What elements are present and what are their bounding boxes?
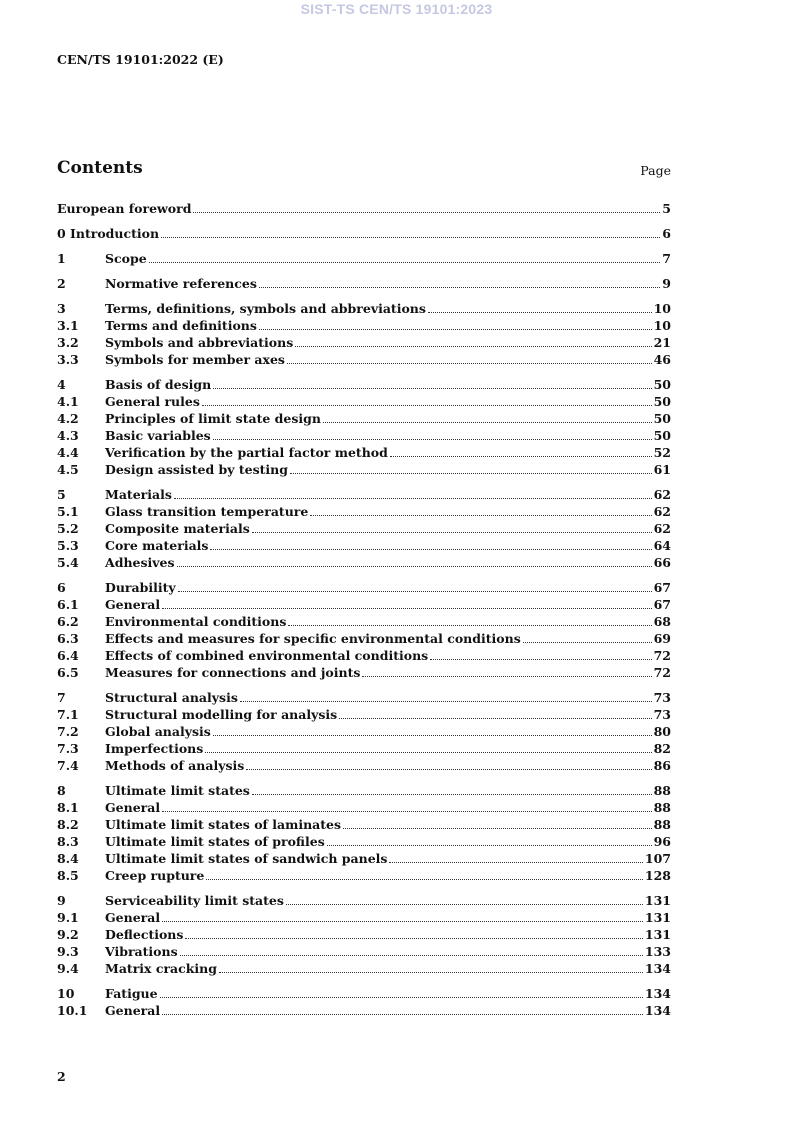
toc-entry-page: 73	[653, 707, 671, 722]
toc-dot-leader	[160, 997, 643, 998]
toc-entry[interactable]	[57, 690, 671, 707]
toc-entry-title: Terms and definitions	[105, 318, 257, 333]
toc-entry-number: 9.1	[57, 910, 79, 925]
toc-entry-number: 7.3	[57, 741, 79, 756]
toc-entry-number: 5	[57, 487, 66, 502]
toc-dot-leader	[162, 1014, 643, 1015]
toc-entry-page: 133	[644, 944, 671, 959]
toc-dot-leader	[390, 456, 652, 457]
toc-entry-page: 107	[644, 851, 671, 866]
page-number: 2	[57, 1069, 66, 1084]
toc-entry-title: Methods of analysis	[105, 758, 245, 773]
toc-entry-number: 4	[57, 377, 66, 392]
toc-entry-page: 134	[644, 986, 671, 1001]
toc-entry-number: 4.4	[57, 445, 79, 460]
toc-group	[57, 690, 671, 775]
toc-entry-page: 80	[653, 724, 671, 739]
table-of-contents	[57, 201, 671, 1028]
toc-dot-leader	[362, 676, 651, 677]
toc-entry-title: Terms, definitions, symbols and abbreviations	[105, 301, 426, 316]
toc-group	[57, 377, 671, 479]
toc-entry[interactable]	[57, 335, 671, 352]
toc-entry-title: General	[105, 910, 161, 925]
toc-entry-page: 134	[644, 961, 671, 976]
toc-entry[interactable]	[57, 724, 671, 741]
toc-entry[interactable]	[57, 893, 671, 910]
toc-group	[57, 487, 671, 572]
toc-dot-leader	[193, 212, 660, 213]
toc-entry-number: 5.4	[57, 555, 79, 570]
toc-dot-leader	[323, 422, 652, 423]
toc-entry-title: General	[105, 1003, 161, 1018]
toc-entry-title: 0 Introduction	[57, 226, 160, 241]
toc-entry-number: 9.4	[57, 961, 79, 976]
toc-dot-leader	[252, 532, 652, 533]
toc-entry[interactable]	[57, 986, 671, 1003]
toc-entry[interactable]	[57, 800, 671, 817]
toc-entry[interactable]	[57, 648, 671, 665]
toc-entry-number: 3	[57, 301, 66, 316]
toc-group	[57, 276, 671, 293]
toc-group	[57, 783, 671, 885]
toc-entry-number: 5.3	[57, 538, 79, 553]
toc-dot-leader	[290, 473, 652, 474]
toc-entry-number: 3.1	[57, 318, 79, 333]
toc-entry[interactable]	[57, 580, 671, 597]
toc-entry-title: Ultimate limit states of profiles	[105, 834, 325, 849]
toc-entry-number: 6.5	[57, 665, 79, 680]
toc-dot-leader	[161, 237, 660, 238]
toc-entry-page: 10	[653, 318, 671, 333]
toc-entry-number: 4.5	[57, 462, 79, 477]
toc-entry-page: 82	[653, 741, 671, 756]
toc-entry-page: 88	[653, 800, 671, 815]
toc-entry-page: 88	[653, 783, 671, 798]
toc-entry[interactable]	[57, 487, 671, 504]
toc-dot-leader	[185, 938, 642, 939]
toc-group	[57, 201, 671, 218]
toc-entry-title: Serviceability limit states	[105, 893, 284, 908]
toc-entry-number: 2	[57, 276, 66, 291]
toc-entry-page: 62	[653, 504, 671, 519]
toc-dot-leader	[162, 608, 651, 609]
toc-entry-page: 86	[653, 758, 671, 773]
toc-entry-title: Imperfections	[105, 741, 204, 756]
toc-entry-number: 10	[57, 986, 75, 1001]
toc-entry-title: Environmental conditions	[105, 614, 287, 629]
toc-entry[interactable]	[57, 462, 671, 479]
toc-entry-page: 9	[662, 276, 671, 291]
toc-dot-leader	[219, 972, 643, 973]
page-column-label: Page	[640, 163, 671, 178]
toc-entry-title: Ultimate limit states of laminates	[105, 817, 342, 832]
toc-dot-leader	[286, 904, 643, 905]
toc-entry[interactable]	[57, 201, 671, 218]
toc-dot-leader	[149, 262, 661, 263]
toc-entry-page: 21	[653, 335, 671, 350]
toc-entry-title: Effects of combined environmental conditions	[105, 648, 429, 663]
toc-entry[interactable]	[57, 851, 671, 868]
toc-entry-title: Verification by the partial factor method	[105, 445, 388, 460]
toc-entry-number: 9	[57, 893, 66, 908]
toc-entry-page: 52	[653, 445, 671, 460]
toc-entry[interactable]	[57, 783, 671, 800]
toc-entry-page: 69	[653, 631, 671, 646]
toc-entry-number: 3.2	[57, 335, 79, 350]
toc-entry-number: 8.4	[57, 851, 79, 866]
toc-dot-leader	[327, 845, 652, 846]
toc-entry-number: 6.1	[57, 597, 79, 612]
toc-entry-page: 50	[653, 394, 671, 409]
toc-dot-leader	[287, 363, 652, 364]
toc-entry-page: 62	[653, 487, 671, 502]
toc-entry[interactable]	[57, 614, 671, 631]
toc-entry-number: 9.3	[57, 944, 79, 959]
toc-entry[interactable]	[57, 251, 671, 268]
toc-entry[interactable]	[57, 555, 671, 572]
toc-entry-number: 8.5	[57, 868, 79, 883]
toc-entry-title: Matrix cracking	[105, 961, 217, 976]
toc-entry-title: Symbols for member axes	[105, 352, 285, 367]
toc-entry-page: 88	[653, 817, 671, 832]
toc-entry[interactable]	[57, 1003, 671, 1020]
toc-entry-page: 128	[644, 868, 671, 883]
toc-dot-leader	[174, 498, 652, 499]
toc-dot-leader	[162, 921, 643, 922]
toc-dot-leader	[523, 642, 652, 643]
toc-entry[interactable]	[57, 377, 671, 394]
toc-entry-number: 3.3	[57, 352, 79, 367]
toc-dot-leader	[389, 862, 642, 863]
toc-entry[interactable]	[57, 301, 671, 318]
toc-entry-page: 7	[662, 251, 671, 266]
toc-dot-leader	[206, 879, 643, 880]
toc-entry-number: 7	[57, 690, 66, 705]
toc-entry-number: 7.4	[57, 758, 79, 773]
toc-entry-number: 4.2	[57, 411, 79, 426]
toc-entry-number: 8.1	[57, 800, 79, 815]
toc-dot-leader	[178, 591, 652, 592]
toc-dot-leader	[213, 735, 652, 736]
toc-entry-title: Materials	[105, 487, 172, 502]
toc-entry-page: 131	[644, 927, 671, 942]
toc-entry-title: Glass transition temperature	[105, 504, 309, 519]
toc-entry-title: Creep rupture	[105, 868, 205, 883]
toc-entry[interactable]	[57, 504, 671, 521]
toc-dot-leader	[288, 625, 651, 626]
toc-dot-leader	[177, 566, 652, 567]
toc-entry-title: Normative references	[105, 276, 257, 291]
toc-dot-leader	[430, 659, 651, 660]
toc-group	[57, 893, 671, 978]
toc-entry[interactable]	[57, 944, 671, 961]
toc-entry-title: Structural modelling for analysis	[105, 707, 338, 722]
toc-entry-number: 4.1	[57, 394, 79, 409]
toc-entry[interactable]	[57, 741, 671, 758]
toc-entry-page: 61	[653, 462, 671, 477]
toc-entry-title: Basis of design	[105, 377, 212, 392]
toc-group	[57, 580, 671, 682]
toc-entry-number: 8.2	[57, 817, 79, 832]
toc-entry-page: 50	[653, 377, 671, 392]
toc-entry-title: Structural analysis	[105, 690, 238, 705]
toc-entry-number: 5.2	[57, 521, 79, 536]
toc-group	[57, 986, 671, 1020]
toc-entry-page: 72	[653, 665, 671, 680]
toc-dot-leader	[213, 439, 652, 440]
toc-entry-number: 7.1	[57, 707, 79, 722]
toc-entry-number: 6.2	[57, 614, 79, 629]
toc-entry-number: 7.2	[57, 724, 79, 739]
toc-entry[interactable]	[57, 910, 671, 927]
toc-entry-title: General	[105, 800, 161, 815]
toc-entry[interactable]	[57, 927, 671, 944]
toc-entry-number: 9.2	[57, 927, 79, 942]
contents-header	[57, 158, 671, 178]
toc-entry-page: 72	[653, 648, 671, 663]
toc-entry[interactable]	[57, 817, 671, 834]
toc-dot-leader	[259, 329, 652, 330]
toc-dot-leader	[428, 312, 652, 313]
toc-entry-page: 62	[653, 521, 671, 536]
toc-entry[interactable]	[57, 394, 671, 411]
toc-entry[interactable]	[57, 707, 671, 724]
toc-entry[interactable]	[57, 521, 671, 538]
toc-dot-leader	[295, 346, 651, 347]
toc-dot-leader	[180, 955, 643, 956]
toc-entry-title: Symbols and abbreviations	[105, 335, 294, 350]
toc-entry-title: Basic variables	[105, 428, 211, 443]
toc-entry-title: Composite materials	[105, 521, 250, 536]
toc-entry-page: 5	[662, 201, 671, 216]
toc-entry[interactable]	[57, 445, 671, 462]
toc-entry-page: 67	[653, 597, 671, 612]
toc-entry-page: 73	[653, 690, 671, 705]
contents-title: Contents	[57, 158, 143, 178]
toc-entry-page: 68	[653, 614, 671, 629]
toc-entry-title: Principles of limit state design	[105, 411, 321, 426]
toc-entry[interactable]	[57, 758, 671, 775]
toc-entry[interactable]	[57, 411, 671, 428]
toc-entry[interactable]	[57, 597, 671, 614]
toc-dot-leader	[202, 405, 652, 406]
toc-entry-number: 6.4	[57, 648, 79, 663]
toc-dot-leader	[339, 718, 651, 719]
toc-dot-leader	[210, 549, 651, 550]
toc-entry[interactable]	[57, 276, 671, 293]
toc-entry-number: 4.3	[57, 428, 79, 443]
toc-entry-title: Adhesives	[105, 555, 175, 570]
toc-entry-title: Ultimate limit states	[105, 783, 250, 798]
toc-dot-leader	[343, 828, 652, 829]
toc-dot-leader	[213, 388, 651, 389]
toc-dot-leader	[162, 811, 651, 812]
toc-entry-title: Global analysis	[105, 724, 211, 739]
toc-entry-title: General	[105, 597, 161, 612]
toc-entry-title: Design assisted by testing	[105, 462, 289, 477]
toc-entry[interactable]	[57, 868, 671, 885]
toc-entry[interactable]	[57, 352, 671, 369]
toc-entry[interactable]	[57, 665, 671, 682]
toc-entry-number: 8.3	[57, 834, 79, 849]
toc-entry-page: 67	[653, 580, 671, 595]
toc-dot-leader	[240, 701, 652, 702]
toc-dot-leader	[246, 769, 651, 770]
toc-entry-number: 1	[57, 251, 66, 266]
toc-entry-page: 66	[653, 555, 671, 570]
toc-entry-title: Durability	[105, 580, 176, 595]
toc-entry-title: Measures for connections and joints	[105, 665, 361, 680]
toc-entry-page: 46	[653, 352, 671, 367]
toc-entry-number: 10.1	[57, 1003, 88, 1018]
toc-entry-page: 50	[653, 411, 671, 426]
toc-entry[interactable]	[57, 631, 671, 648]
toc-entry-page: 131	[644, 893, 671, 908]
toc-dot-leader	[259, 287, 660, 288]
toc-entry-page: 96	[653, 834, 671, 849]
toc-entry-page: 131	[644, 910, 671, 925]
watermark: SIST-TS CEN/TS 19101:2023	[300, 1, 493, 17]
toc-entry-page: 6	[662, 226, 671, 241]
toc-entry-title: Ultimate limit states of sandwich panels	[105, 851, 388, 866]
toc-entry-title: Effects and measures for specific environmental conditions	[105, 631, 521, 646]
toc-group	[57, 301, 671, 369]
toc-entry[interactable]	[57, 834, 671, 851]
toc-entry[interactable]	[57, 318, 671, 335]
toc-entry-page: 10	[653, 301, 671, 316]
toc-entry-page: 50	[653, 428, 671, 443]
toc-entry-title: General rules	[105, 394, 200, 409]
toc-entry-title: European foreword	[57, 201, 192, 216]
toc-entry[interactable]	[57, 538, 671, 555]
toc-entry-number: 5.1	[57, 504, 79, 519]
document-id: CEN/TS 19101:2022 (E)	[57, 52, 224, 67]
toc-entry[interactable]	[57, 961, 671, 978]
toc-dot-leader	[252, 794, 652, 795]
toc-entry[interactable]	[57, 428, 671, 445]
toc-entry-title: Core materials	[105, 538, 209, 553]
toc-entry-number: 6	[57, 580, 66, 595]
toc-entry-title: Deflections	[105, 927, 184, 942]
toc-entry[interactable]	[57, 226, 671, 243]
toc-group	[57, 226, 671, 243]
toc-dot-leader	[205, 752, 651, 753]
toc-entry-number: 8	[57, 783, 66, 798]
toc-group	[57, 251, 671, 268]
toc-entry-title: Scope	[105, 251, 147, 266]
toc-entry-page: 64	[653, 538, 671, 553]
toc-entry-title: Vibrations	[105, 944, 178, 959]
toc-entry-page: 134	[644, 1003, 671, 1018]
toc-dot-leader	[310, 515, 651, 516]
toc-entry-title: Fatigue	[105, 986, 158, 1001]
toc-entry-number: 6.3	[57, 631, 79, 646]
